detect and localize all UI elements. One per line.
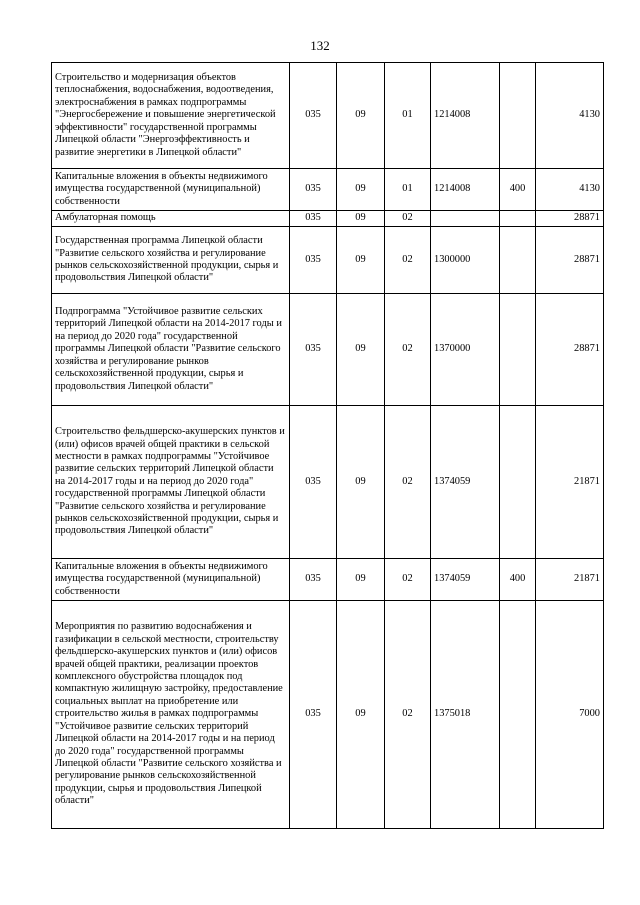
table-row [52, 559, 604, 601]
row-admin-code: 035 [290, 63, 337, 169]
row-target-code: 1375018 [431, 601, 500, 829]
row-subsection-code: 02 [385, 406, 431, 559]
row-admin-code: 035 [290, 406, 337, 559]
row-expense-code: 400 [500, 559, 536, 601]
row-amount: 28871 [536, 294, 604, 406]
row-expense-code [500, 294, 536, 406]
row-amount: 21871 [536, 559, 604, 601]
row-subsection-code: 02 [385, 294, 431, 406]
row-name: Амбулаторная помощь [52, 211, 290, 227]
table-row [52, 211, 604, 227]
row-subsection-code: 02 [385, 559, 431, 601]
row-admin-code: 035 [290, 559, 337, 601]
row-admin-code: 035 [290, 294, 337, 406]
row-name: Капитальные вложения в объекты недвижимого имущества государственной (муниципальной) собственности [52, 169, 290, 211]
row-target-code: 1374059 [431, 559, 500, 601]
row-name: Мероприятия по развитию водоснабжения и газификации в сельской местности, строительству фельдшерско-акушерских пунктов и (или) офисов врачей общей практики, реализации проектов комплексного обустройства площадок под компактную жилищную застройку, предоставление социальных выплат на приобретение или строительство жилья в рамках подпрограммы "Устойчивое развитие сельских территорий Липецкой области на 2014-2017 годы и на период до 2020 года" государственной программы Липецкой области "Развитие сельского хозяйства и регулирование рынков сельскохозяйственной продукции, сырья и продовольствия Липецкой области" [52, 601, 290, 829]
row-section-code: 09 [337, 211, 385, 227]
page-number: 132 [310, 38, 330, 53]
row-name: Строительство и модернизация объектов теплоснабжения, водоснабжения, водоотведения, электроснабжения в рамках подпрограммы "Энергосбережение и повышение энергетической эффективности" государственной программы Липецкой области "Энергоэффективность и развитие энергетики в Липецкой области" [52, 63, 290, 169]
row-expense-code [500, 63, 536, 169]
row-expense-code [500, 601, 536, 829]
table-row [52, 601, 604, 829]
row-amount: 28871 [536, 227, 604, 294]
row-section-code: 09 [337, 63, 385, 169]
row-subsection-code: 01 [385, 169, 431, 211]
row-admin-code: 035 [290, 227, 337, 294]
row-target-code: 1374059 [431, 406, 500, 559]
row-target-code: 1214008 [431, 63, 500, 169]
budget-table [51, 62, 604, 829]
row-admin-code: 035 [290, 211, 337, 227]
table-row [52, 406, 604, 559]
row-section-code: 09 [337, 601, 385, 829]
row-expense-code [500, 227, 536, 294]
table-row [52, 169, 604, 211]
row-section-code: 09 [337, 559, 385, 601]
row-name: Строительство фельдшерско-акушерских пунктов и (или) офисов врачей общей практики в сельской местности в рамках подпрограммы "Устойчивое развитие сельских территорий Липецкой области на 2014-2017 годы и на период до 2020 года" государственной программы Липецкой области "Развитие сельского хозяйства и регулирование рынков сельскохозяйственной продукции, сырья и продовольствия Липецкой области" [52, 406, 290, 559]
row-section-code: 09 [337, 406, 385, 559]
row-name: Подпрограмма "Устойчивое развитие сельских территорий Липецкой области на 2014-2017 годы и на период до 2020 года" государственной программы Липецкой области "Развитие сельского хозяйства и регулирование рынков сельскохозяйственной продукции, сырья и продовольствия Липецкой области" [52, 294, 290, 406]
table-row [52, 294, 604, 406]
row-expense-code [500, 211, 536, 227]
row-expense-code: 400 [500, 169, 536, 211]
row-admin-code: 035 [290, 601, 337, 829]
row-subsection-code: 02 [385, 211, 431, 227]
row-target-code [431, 211, 500, 227]
row-name: Капитальные вложения в объекты недвижимого имущества государственной (муниципальной) собственности [52, 559, 290, 601]
row-admin-code: 035 [290, 169, 337, 211]
row-target-code: 1300000 [431, 227, 500, 294]
table-row [52, 227, 604, 294]
row-subsection-code: 02 [385, 227, 431, 294]
row-expense-code [500, 406, 536, 559]
row-target-code: 1370000 [431, 294, 500, 406]
row-section-code: 09 [337, 227, 385, 294]
row-subsection-code: 01 [385, 63, 431, 169]
row-name: Государственная программа Липецкой области "Развитие сельского хозяйства и регулирование рынков сельскохозяйственной продукции, сырья и продовольствия Липецкой области" [52, 227, 290, 294]
row-amount: 4130 [536, 169, 604, 211]
row-subsection-code: 02 [385, 601, 431, 829]
row-amount: 4130 [536, 63, 604, 169]
row-amount: 7000 [536, 601, 604, 829]
row-section-code: 09 [337, 294, 385, 406]
row-amount: 28871 [536, 211, 604, 227]
table-row [52, 63, 604, 169]
row-amount: 21871 [536, 406, 604, 559]
row-section-code: 09 [337, 169, 385, 211]
row-target-code: 1214008 [431, 169, 500, 211]
